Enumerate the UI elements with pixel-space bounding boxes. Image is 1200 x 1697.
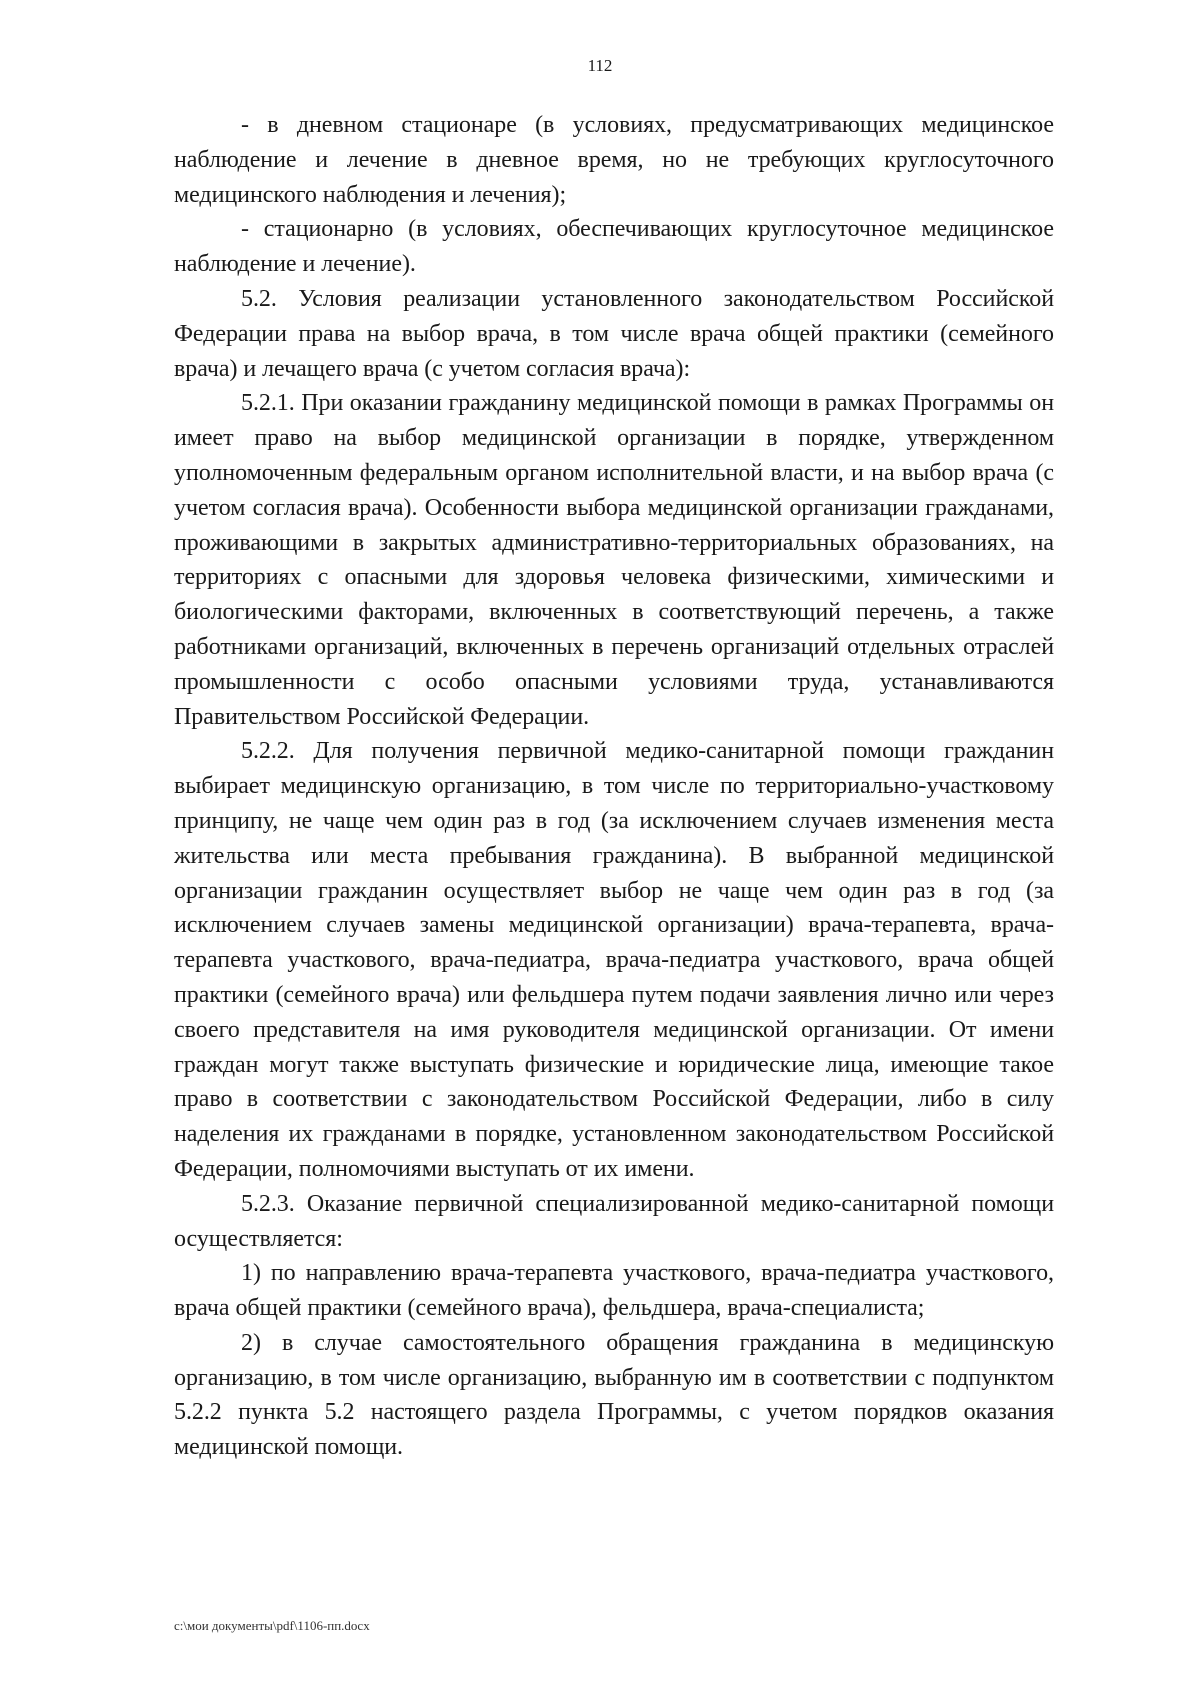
list-item-1: 1) по направлению врача-терапевта участкового, врача-педиатра участкового, врача общей практики (семейного врача), фельдшера, врача-специалиста; <box>174 1260 1054 1322</box>
page-number: 112 <box>587 56 613 75</box>
paragraph-day-hospital: - в дневном стационаре (в условиях, предусматривающих медицинское наблюдение и лечение в дневное время, но не требующих круглосуточного медицинского наблюдения и лечения); <box>174 112 1054 208</box>
paragraph-inpatient: - стационарно (в условиях, обеспечивающих круглосуточное медицинское наблюдение и лечение). <box>174 216 1054 278</box>
paragraph-5-2: 5.2. Условия реализации установленного законодательством Российской Федерации права на выбор врача, в том числе врача общей практики (семейного врача) и лечащего врача (с учетом согласия врача): <box>174 285 1054 382</box>
list-item-2: 2) в случае самостоятельного обращения гражданина в медицинскую организацию, в том числе организацию, выбранную им в соответствии с подпунктом 5.2.2 пункта 5.2 настоящего раздела Программы, с учетом порядков оказания медицинской помощи. <box>174 1329 1054 1461</box>
paragraph-5-2-2: 5.2.2. Для получения первичной медико-санитарной помощи гражданин выбирает медицинскую организацию, в том числе по территориально-участковому принципу, не чаще чем один раз в год (за исключением случаев изменения места жительства или места пребывания гражданина). В выбранной медицинской организации гражданин осуществляет выбор не чаще чем один раз в год (за исключением случаев замены медицинской организации) врача-терапевта, врача-терапевта участкового, врача-педиатра, врача-педиатра участкового, врача общей практики (семейного врача) или фельдшера путем подачи заявления лично или через своего представителя на имя руководителя медицинской организации. От имени граждан могут также выступать физические и юридические лица, имеющие такое право в соответствии с законодательством Российской Федерации, либо в силу наделения их гражданами в порядке, установленном законодательством Российской Федерации, полномочиями выступать от их имени. <box>174 738 1054 1182</box>
paragraph-5-2-1: 5.2.1. При оказании гражданину медицинской помощи в рамках Программы он имеет право на выбор медицинской организации в порядке, утвержденном уполномоченным федеральным органом исполнительной власти, и на выбор врача (с учетом согласия врача). Особенности выбора медицинской организации гражданами, проживающими в закрытых административно-территориальных образованиях, на территориях с опасными для здоровья человека физическими, химическими и биологическими факторами, включенных в соответствующий перечень, а также работниками организаций, включенных в перечень организаций отдельных отраслей промышленности с особо опасными условиями труда, устанавливаются Правительством Российской Федерации. <box>174 390 1054 730</box>
footer-file-path: c:\мои документы\pdf\1106-пп.docx <box>174 1618 370 1633</box>
document-body <box>174 108 1054 1465</box>
paragraph-5-2-3: 5.2.3. Оказание первичной специализированной медико-санитарной помощи осуществляется: <box>174 1190 1054 1252</box>
